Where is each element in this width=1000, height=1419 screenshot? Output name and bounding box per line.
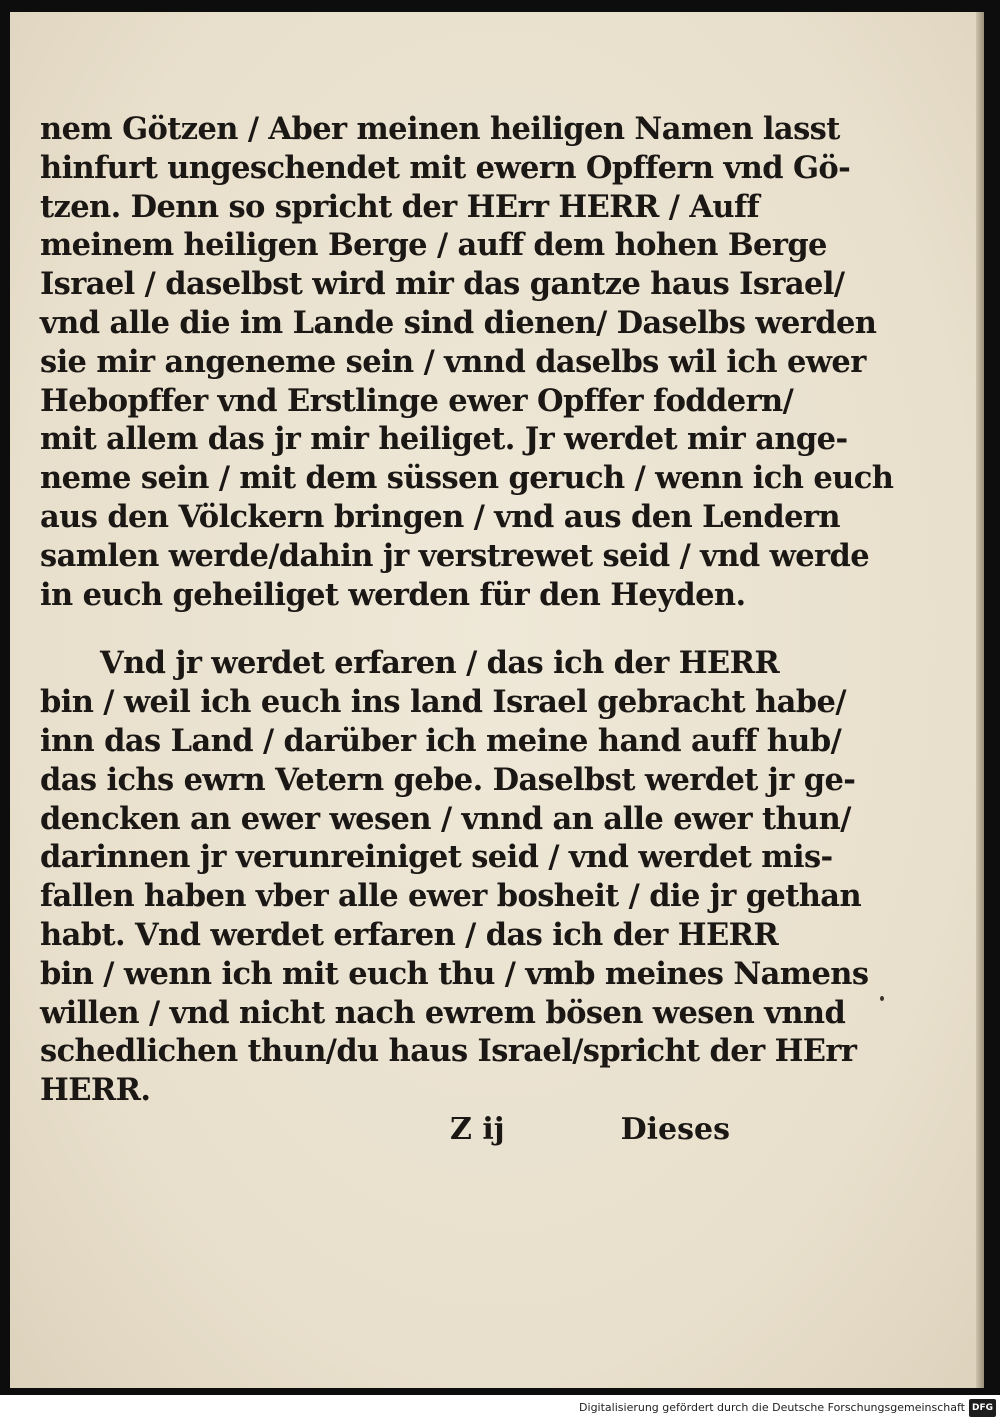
text-line: darinnen jr verunreiniget seid / vnd werdet mis- <box>40 839 833 876</box>
text-line: bin / wenn ich mit euch thu / vmb meines Namens <box>40 955 869 992</box>
text-line: in euch geheiliget werden für den Heyden. <box>40 576 746 613</box>
catchword: Dieses <box>620 1112 730 1147</box>
text-line: vnd alle die im Lande sind dienen/ Daselbs werden <box>40 304 877 341</box>
page-edge <box>976 12 984 1388</box>
text-line: mit allem das jr mir heiliget. Jr werdet mir ange- <box>40 421 848 458</box>
text-line: schedlichen thun/du haus Israel/spricht der HErr <box>40 1033 857 1070</box>
text-line: hinfurt ungeschendet mit ewern Opffern vnd Gö- <box>40 149 851 186</box>
credit-text: Digitalisierung gefördert durch die Deutsche Forschungsgemeinschaft <box>579 1401 965 1414</box>
text-line: aus den Völckern bringen / vnd aus den Lendern <box>40 498 840 535</box>
text-line: samlen werde/dahin jr verstrewet seid / vnd werde <box>40 537 870 574</box>
ink-speck <box>880 996 884 1001</box>
paragraph-gap <box>40 614 730 644</box>
text-line: fallen haben vber alle ewer bosheit / die jr gethan <box>40 878 862 915</box>
dfg-logo-icon: DFG <box>969 1399 996 1417</box>
text-line: das ichs ewrn Vetern gebe. Daselbst werdet jr ge- <box>40 761 856 798</box>
text-line: HERR. <box>40 1072 151 1109</box>
text-line: bin / weil ich euch ins land Israel gebracht habe/ <box>40 684 846 721</box>
book-page <box>10 12 984 1388</box>
page-footer <box>40 1112 730 1152</box>
digitization-credit <box>579 1400 996 1416</box>
page-text <box>40 110 894 1110</box>
text-line: willen / vnd nicht nach ewrem bösen wesen vnnd <box>40 994 846 1031</box>
text-line: Vnd jr werdet erfaren / das ich der HERR <box>100 645 780 682</box>
text-line: Hebopffer vnd Erstlinge ewer Opffer foddern/ <box>40 382 794 419</box>
text-line: neme sein / mit dem süssen geruch / wenn ich euch <box>40 460 894 497</box>
text-line: habt. Vnd werdet erfaren / das ich der HERR <box>40 916 779 953</box>
signature-mark: Z ij <box>450 1112 505 1147</box>
text-line: nem Götzen / Aber meinen heiligen Namen lasst <box>40 111 840 147</box>
text-line: dencken an ewer wesen / vnnd an alle ewer thun/ <box>40 800 851 837</box>
text-line: meinem heiligen Berge / auff dem hohen Berge <box>40 227 827 264</box>
text-line: sie mir angeneme sein / vnnd daselbs wil ich ewer <box>40 343 866 380</box>
text-line: inn das Land / darüber ich meine hand auff hub/ <box>40 722 842 759</box>
text-line: Israel / daselbst wird mir das gantze haus Israel/ <box>40 266 845 303</box>
text-line: tzen. Denn so spricht der HErr HERR / Auff <box>40 188 760 225</box>
